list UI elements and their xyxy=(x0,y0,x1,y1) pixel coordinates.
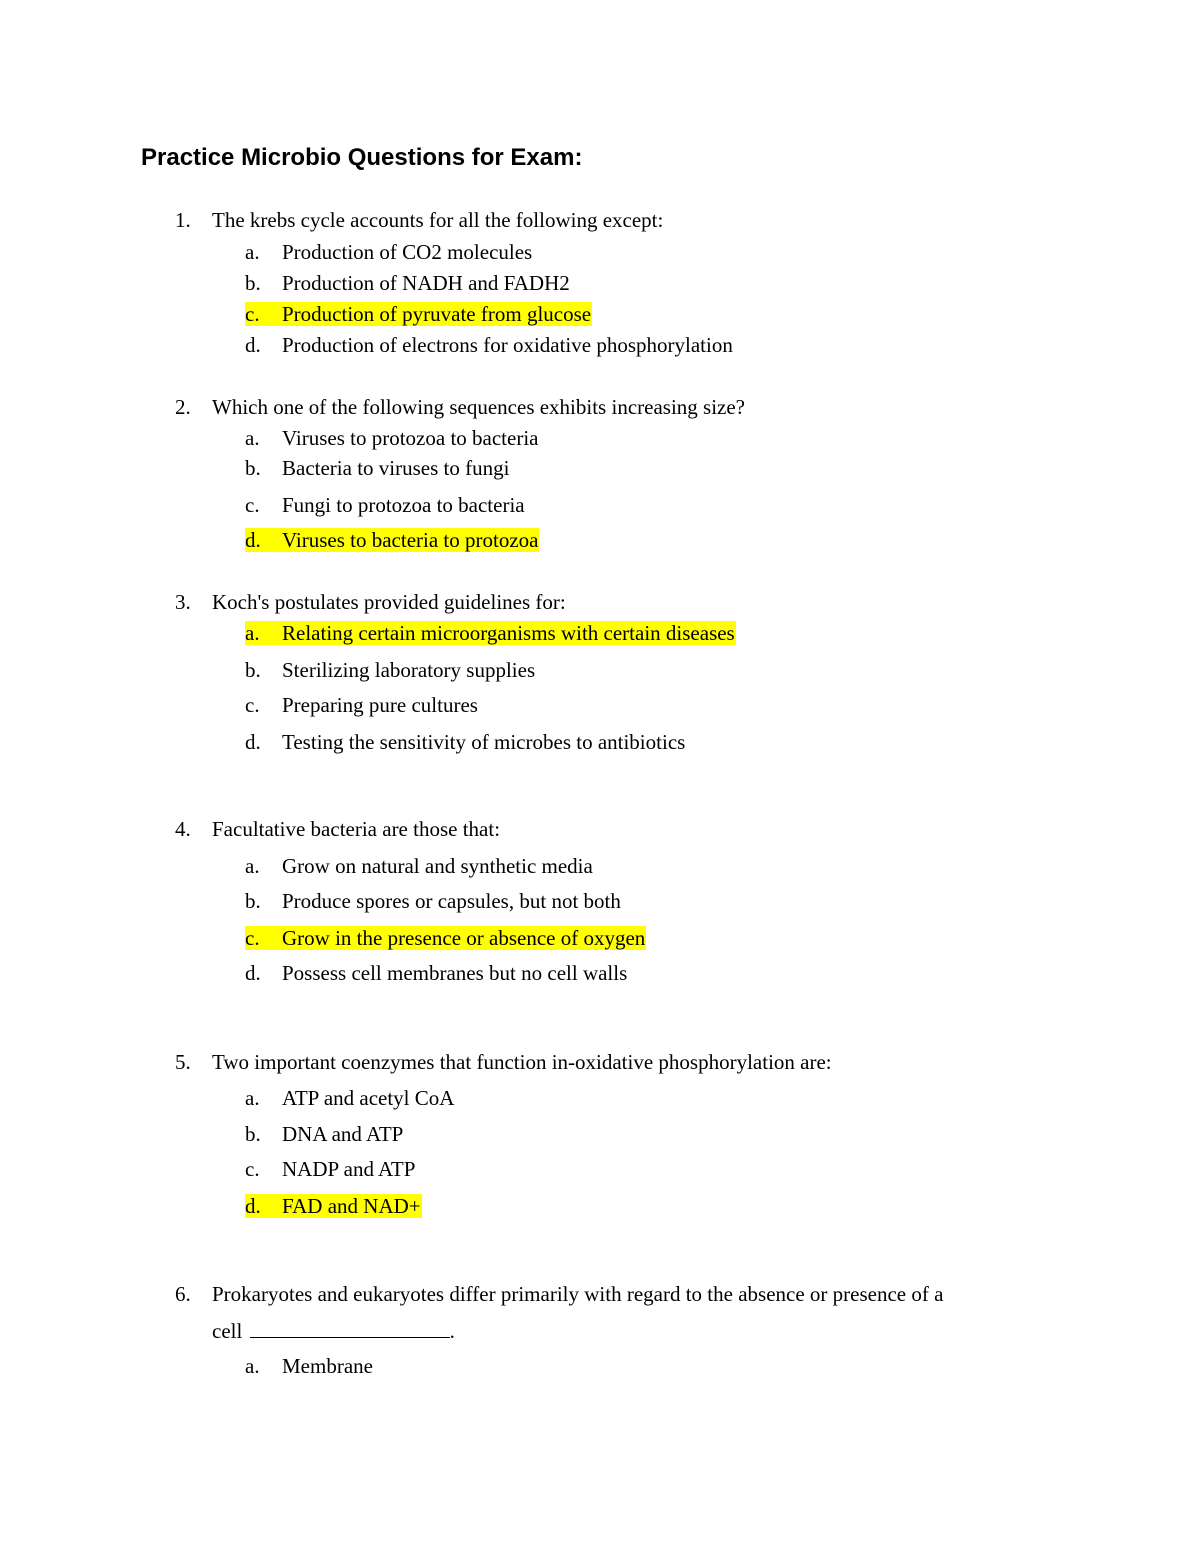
question-text: Prokaryotes and eukaryotes differ primarily with regard to the absence or presence of a xyxy=(212,1282,944,1306)
option-text: Viruses to protozoa to bacteria xyxy=(282,426,539,450)
document-title: Practice Microbio Questions for Exam: xyxy=(141,144,583,171)
option-text: Possess cell membranes but no cell walls xyxy=(282,961,628,985)
continuation-end: . xyxy=(449,1319,455,1343)
option-letter: d. xyxy=(245,730,261,754)
question-stem xyxy=(175,590,566,614)
answer-option xyxy=(245,426,538,450)
question-number: 4. xyxy=(175,817,191,841)
question-number: 5. xyxy=(175,1050,191,1074)
option-text: FAD and NAD+ xyxy=(282,1194,421,1218)
option-text: Preparing pure cultures xyxy=(282,693,478,717)
question-number: 6. xyxy=(175,1282,191,1306)
option-letter: b. xyxy=(245,1122,261,1146)
answer-option-highlighted xyxy=(245,621,736,645)
option-letter: b. xyxy=(245,456,261,480)
option-text: Production of NADH and FADH2 xyxy=(282,271,570,295)
option-letter: d. xyxy=(245,333,261,357)
option-text: Production of pyruvate from glucose xyxy=(282,302,592,326)
option-letter: c. xyxy=(245,926,260,950)
answer-option xyxy=(245,693,478,717)
option-letter: b. xyxy=(245,889,261,913)
question-stem xyxy=(175,1050,832,1074)
question-text: The krebs cycle accounts for all the following except: xyxy=(212,208,664,232)
option-text: Relating certain microorganisms with certain diseases xyxy=(282,621,735,645)
option-text: Production of CO2 molecules xyxy=(282,240,533,264)
option-text: Produce spores or capsules, but not both xyxy=(282,889,621,913)
question-text: Two important coenzymes that function in-oxidative phosphorylation are: xyxy=(212,1050,832,1074)
answer-option xyxy=(245,889,621,913)
option-letter: c. xyxy=(245,693,260,717)
answer-option xyxy=(245,1354,373,1378)
option-letter: a. xyxy=(245,1354,260,1378)
question-text: Facultative bacteria are those that: xyxy=(212,817,501,841)
option-text: Viruses to bacteria to protozoa xyxy=(282,528,539,552)
question-stem xyxy=(175,1282,943,1306)
answer-option xyxy=(245,1086,454,1110)
answer-option-highlighted xyxy=(245,926,646,950)
option-text: Sterilizing laboratory supplies xyxy=(282,658,536,682)
option-text: Fungi to protozoa to bacteria xyxy=(282,493,525,517)
option-text: ATP and acetyl CoA xyxy=(282,1086,455,1110)
answer-option xyxy=(245,1157,415,1181)
option-text: Testing the sensitivity of microbes to antibiotics xyxy=(282,730,686,754)
answer-option xyxy=(245,240,532,264)
option-letter: a. xyxy=(245,426,260,450)
answer-option xyxy=(245,961,627,985)
answer-option xyxy=(245,271,570,295)
answer-option xyxy=(245,493,525,517)
option-letter: d. xyxy=(245,528,261,552)
fill-in-blank xyxy=(250,1318,450,1338)
answer-option xyxy=(245,730,685,754)
option-letter: a. xyxy=(245,240,260,264)
option-text: Membrane xyxy=(282,1354,373,1378)
option-letter: c. xyxy=(245,302,260,326)
answer-option xyxy=(245,658,535,682)
option-letter: b. xyxy=(245,658,261,682)
option-text: Production of electrons for oxidative phosphorylation xyxy=(282,333,733,357)
option-letter: d. xyxy=(245,961,261,985)
option-letter: c. xyxy=(245,1157,260,1181)
answer-option-highlighted xyxy=(245,302,592,326)
continuation-text: cell xyxy=(212,1319,243,1343)
question-text: Koch's postulates provided guidelines for: xyxy=(212,590,566,614)
option-text: NADP and ATP xyxy=(282,1157,416,1181)
question-number: 2. xyxy=(175,395,191,419)
answer-option xyxy=(245,854,593,878)
answer-option xyxy=(245,456,509,480)
answer-option-highlighted xyxy=(245,1194,422,1218)
option-letter: a. xyxy=(245,854,260,878)
option-text: Grow in the presence or absence of oxygen xyxy=(282,926,646,950)
question-number: 1. xyxy=(175,208,191,232)
option-letter: c. xyxy=(245,493,260,517)
question-text: Which one of the following sequences exhibits increasing size? xyxy=(212,395,745,419)
question-number: 3. xyxy=(175,590,191,614)
option-letter: b. xyxy=(245,271,261,295)
option-letter: a. xyxy=(245,1086,260,1110)
answer-option xyxy=(245,333,733,357)
option-text: DNA and ATP xyxy=(282,1122,404,1146)
question-stem xyxy=(175,817,500,841)
answer-option xyxy=(245,1122,403,1146)
question-stem xyxy=(175,395,745,419)
option-letter: a. xyxy=(245,621,260,645)
answer-option-highlighted xyxy=(245,528,539,552)
question-stem xyxy=(175,208,663,232)
option-letter: d. xyxy=(245,1194,261,1218)
question-continuation xyxy=(212,1318,455,1343)
option-text: Grow on natural and synthetic media xyxy=(282,854,593,878)
option-text: Bacteria to viruses to fungi xyxy=(282,456,510,480)
